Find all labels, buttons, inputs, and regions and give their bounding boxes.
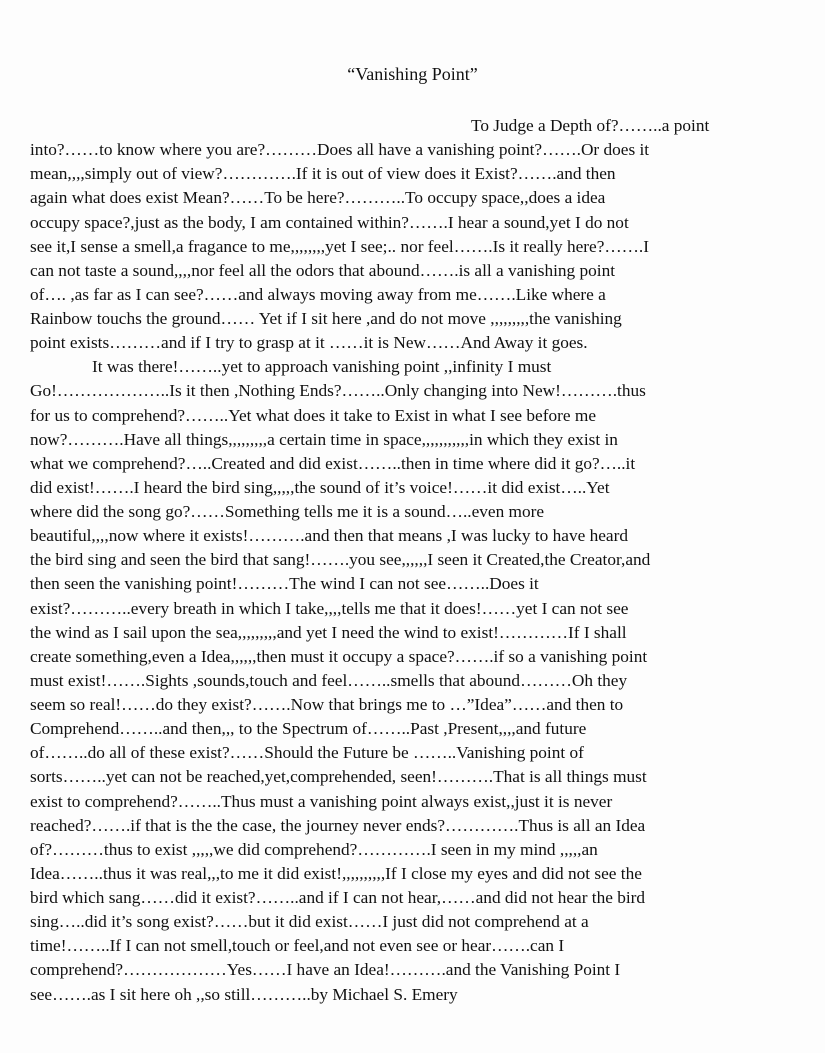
poem-line: bird which sang……did it exist?……..and if I can not hear,……and did not hear the bird <box>30 888 646 907</box>
poem-line: To Judge a Depth of?……..a point <box>471 116 710 135</box>
poem-line: of?………thus to exist ,,,,,we did comprehend?………….I seen in my mind ,,,,,an <box>30 839 598 859</box>
poem-line: then seen the vanishing point!………The wind I can not see……..Does it <box>30 574 539 594</box>
document-title: “Vanishing Point” <box>347 64 478 84</box>
poem-line: It was there!……..yet to approach vanishing point ,,infinity I must <box>92 357 552 377</box>
poem-line: see…….as I sit here oh ,,so still………..by Michael S. Emery <box>30 984 458 1004</box>
poem-line: reached?…….if that is the the case, the journey never ends?………….Thus is all an Idea <box>30 815 646 835</box>
poem-line: sing…..did it’s song exist?……but it did exist……I just did not comprehend at a <box>30 912 589 932</box>
poem-line: now?……….Have all things,,,,,,,,,a certain time in space,,,,,,,,,,,in which they exist in <box>30 429 618 449</box>
poem-line: again what does exist Mean?……To be here?………..To occupy space,,does a idea <box>30 188 606 208</box>
poem-line: did exist!…….I heard the bird sing,,,,,the sound of it’s voice!……it did exist…..Yet <box>30 477 610 497</box>
poem-line: exist?………..every breath in which I take,,,,tells me that it does!……yet I can not see <box>30 598 629 618</box>
poem-line: of…. ,as far as I can see?……and always moving away from me…….Like where a <box>30 284 606 304</box>
poem-line: of……..do all of these exist?……Should the Future be ……..Vanishing point of <box>30 743 584 763</box>
poem-body <box>30 114 820 1007</box>
poem-line: Idea……..thus it was real,,,to me it did exist!,,,,,,,,,,If I close my eyes and did not see the <box>30 863 642 883</box>
poem-line: see it,I sense a smell,a fragance to me,,,,,,,,yet I see;.. nor feel…….Is it really here?…….I <box>30 236 650 256</box>
poem-line: where did the song go?……Something tells me it is a sound…..even more <box>30 502 545 521</box>
poem-line: must exist!…….Sights ,sounds,touch and feel……..smells that abound………Oh they <box>30 670 628 690</box>
poem-line: create something,even a Idea,,,,,,then must it occupy a space?…….if so a vanishing point <box>30 646 648 666</box>
poem-line: seem so real!……do they exist?…….Now that brings me to …”Idea”……and then to <box>30 695 624 714</box>
poem-line: Comprehend……..and then,,, to the Spectrum of……..Past ,Present,,,,and future <box>30 719 587 739</box>
poem-line: the wind as I sail upon the sea,,,,,,,,,and yet I need the wind to exist!…………If I shall <box>30 622 627 642</box>
poem-line: into?……to know where you are?………Does all have a vanishing point?…….Or does it <box>30 140 650 160</box>
poem-line: point exists………and if I try to grasp at it ……it is New……And Away it goes. <box>30 333 588 353</box>
poem-line: can not taste a sound,,,,nor feel all the odors that abound…….is all a vanishing point <box>30 260 616 280</box>
poem-line: beautiful,,,,now where it exists!……….and then that means ,I was lucky to have heard <box>30 526 628 546</box>
poem-line: exist to comprehend?……..Thus must a vanishing point always exist,,just it is never <box>30 791 613 811</box>
poem-line: mean,,,,simply out of view?………….If it is out of view does it Exist?…….and then <box>30 164 616 184</box>
poem-line: Rainbow touchs the ground…… Yet if I sit here ,and do not move ,,,,,,,,,the vanishing <box>30 309 622 328</box>
poem-line: Go!………………..Is it then ,Nothing Ends?……..Only changing into New!……….thus <box>30 381 646 401</box>
poem-line: time!……..If I can not smell,touch or feel,and not even see or hear…….can I <box>30 936 565 956</box>
poem-line: sorts……..yet can not be reached,yet,comprehended, seen!……….That is all things must <box>30 767 647 787</box>
poem-line: for us to comprehend?……..Yet what does it take to Exist in what I see before me <box>30 405 596 425</box>
poem-line: the bird sing and seen the bird that sang!…….you see,,,,,,I seen it Created,the Creator,and <box>30 550 651 570</box>
poem-line: comprehend?………………Yes……I have an Idea!……….and the Vanishing Point I <box>30 960 621 980</box>
poem-line: what we comprehend?…..Created and did exist……..then in time where did it go?…..it <box>30 453 636 473</box>
poem-line: occupy space?,just as the body, I am contained within?…….I hear a sound,yet I do not <box>30 212 629 232</box>
